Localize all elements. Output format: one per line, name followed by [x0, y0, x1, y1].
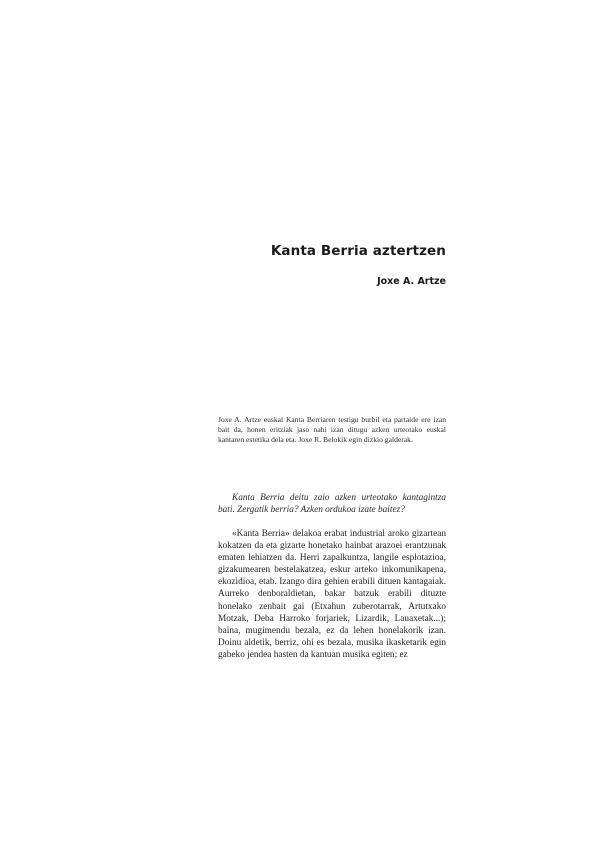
interview-answer: «Kanta Berria» delakoa erabat industrial aroko gizartean kokatzen da eta gizarte honetako hainbat arazoei erantzunak ematen lehiatzen da. Herri zapalkuntza, langile esplotazioa, gizakumearen bestelakatzea, eskur arteko inkomunikapena, ekozidioa, etab. Izango dira gehien erabili dituen kantagaiak. Aurreko denboraldietan, bakar batzuk erabili dituzte honelako zenbait gai (Etxahun zuberotarrak, Artutxako Motzak, Deba Harroko forjariek, Lizardik, Lauaxetak...); baina, mugimendu bezala, ez da lehen honelakorik izan. Doinu aldetik, berriz, ohi es bezala, musika ikasketarik egin gabeko jendea hasten da kantuan musika egiten; ez [218, 529, 446, 660]
article-author: Joxe A. Artze [377, 276, 446, 287]
article-abstract: Joxe A. Artze euskal Kanta Berriaren testigu burbil eta partaide ere izan bait da, honen eritziak jaso nahi izan ditugu azken urteotako euskal kantaren estetika dela eta. Joxe R. Belokik egin dizkio galderak. [218, 415, 446, 445]
interview-question: Kanta Berria deitu zaio azken urteotako kantagintza bati. Zergatik berria? Azken ordukoa izate baitez? [218, 493, 446, 516]
article-title: Kanta Berria aztertzen [270, 243, 446, 259]
